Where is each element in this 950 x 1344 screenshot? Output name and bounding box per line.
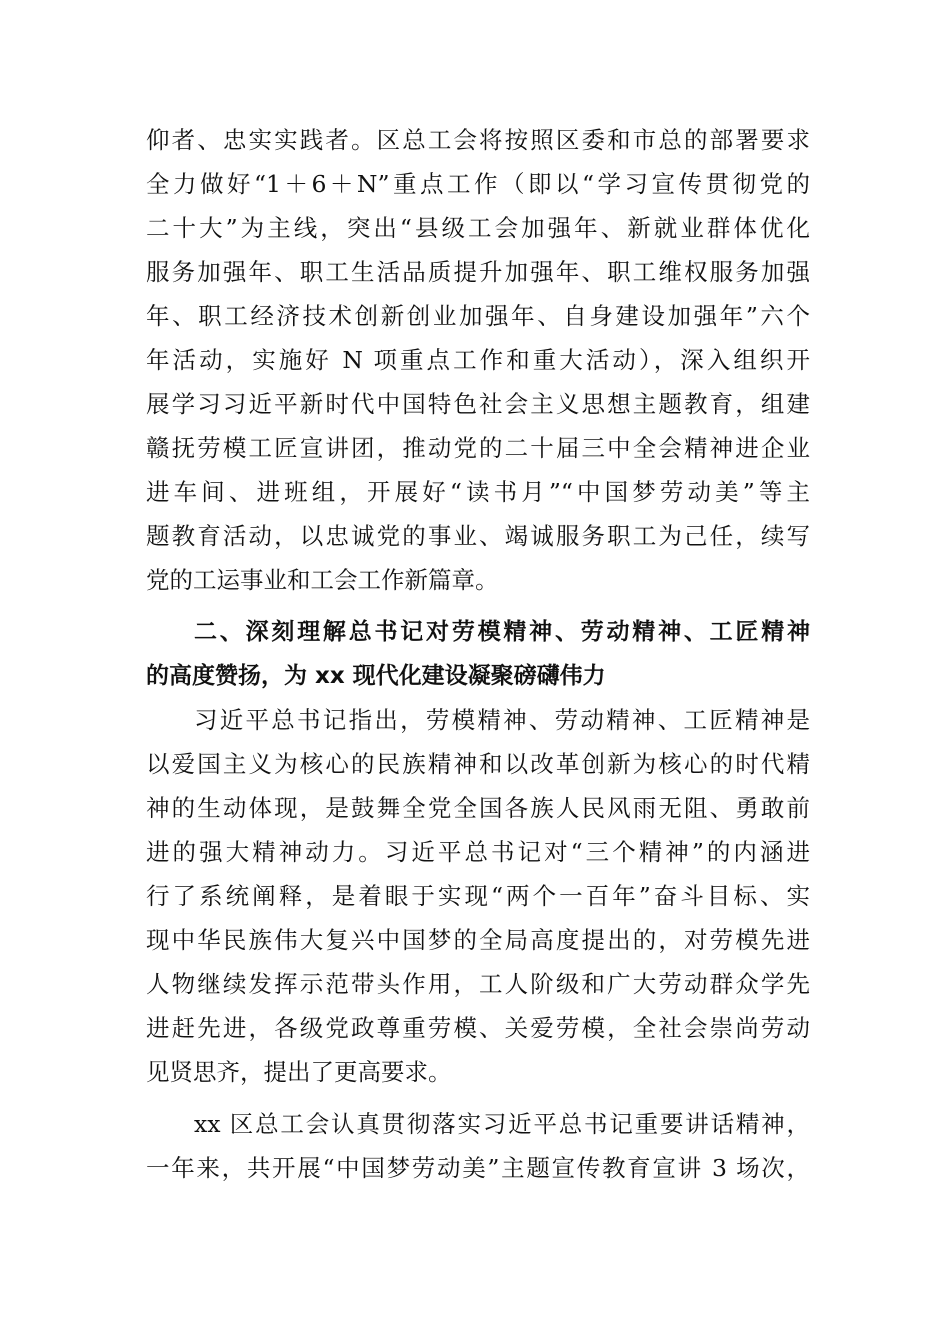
paragraph-line: 行了系统阐释，是着眼于实现“两个一百年”奋斗目标、实 (146, 882, 810, 910)
paragraph-line: 进车间、进班组，开展好“读书月”“中国梦劳动美”等主 (146, 478, 810, 506)
paragraph-2 (146, 698, 810, 1094)
heading-line: 的高度赞扬，为 xx 现代化建设凝聚磅礴伟力 (146, 663, 606, 689)
paragraph-line: 见贤思齐，提出了更高要求。 (146, 1058, 452, 1086)
paragraph-line: 服务加强年、职工生活品质提升加强年、职工维权服务加强 (146, 258, 810, 286)
paragraph-line: 进赶先进，各级党政尊重劳模、关爱劳模，全社会崇尚劳动 (146, 1014, 810, 1042)
paragraph-line: 党的工运事业和工会工作新篇章。 (146, 566, 499, 594)
paragraph-line: 赣抚劳模工匠宣讲团，推动党的二十届三中全会精神进企业 (146, 434, 810, 462)
paragraph-line: 人物继续发挥示范带头作用，工人阶级和广大劳动群众学先 (146, 970, 810, 998)
paragraph-line: 一年来，共开展“中国梦劳动美”主题宣传教育宣讲 3 场次， (146, 1154, 810, 1182)
paragraph-line: 年活动，实施好 N 项重点工作和重大活动），深入组织开 (146, 346, 810, 374)
paragraph-line: 现中华民族伟大复兴中国梦的全局高度提出的，对劳模先进 (146, 926, 810, 954)
paragraph-line: 进的强大精神动力。习近平总书记对“三个精神”的内涵进 (146, 838, 810, 866)
paragraph-line: 全力做好“1＋6＋N”重点工作（即以“学习宣传贯彻党的 (146, 170, 810, 198)
paragraph-line: 年、职工经济技术创新创业加强年、自身建设加强年”六个 (146, 302, 810, 330)
heading-line: 二、深刻理解总书记对劳模精神、劳动精神、工匠精神 (194, 619, 810, 645)
paragraph-line: 展学习习近平新时代中国特色社会主义思想主题教育，组建 (146, 390, 810, 418)
paragraph-line: 习近平总书记指出，劳模精神、劳动精神、工匠精神是 (194, 706, 810, 734)
paragraph-line: xx 区总工会认真贯彻落实习近平总书记重要讲话精神， (194, 1110, 810, 1138)
paragraph-line: 神的生动体现，是鼓舞全党全国各族人民风雨无阻、勇敢前 (146, 794, 810, 822)
paragraph-line: 仰者、忠实实践者。区总工会将按照区委和市总的部署要求 (146, 126, 810, 154)
section-heading-2 (146, 610, 810, 698)
paragraph-3 (146, 1102, 810, 1190)
paragraph-line: 题教育活动，以忠诚党的事业、竭诚服务职工为己任，续写 (146, 522, 810, 550)
paragraph-line: 以爱国主义为核心的民族精神和以改革创新为核心的时代精 (146, 750, 810, 778)
paragraph-line: 二十大”为主线，突出“县级工会加强年、新就业群体优化 (146, 214, 810, 242)
paragraph-1 (146, 118, 810, 602)
